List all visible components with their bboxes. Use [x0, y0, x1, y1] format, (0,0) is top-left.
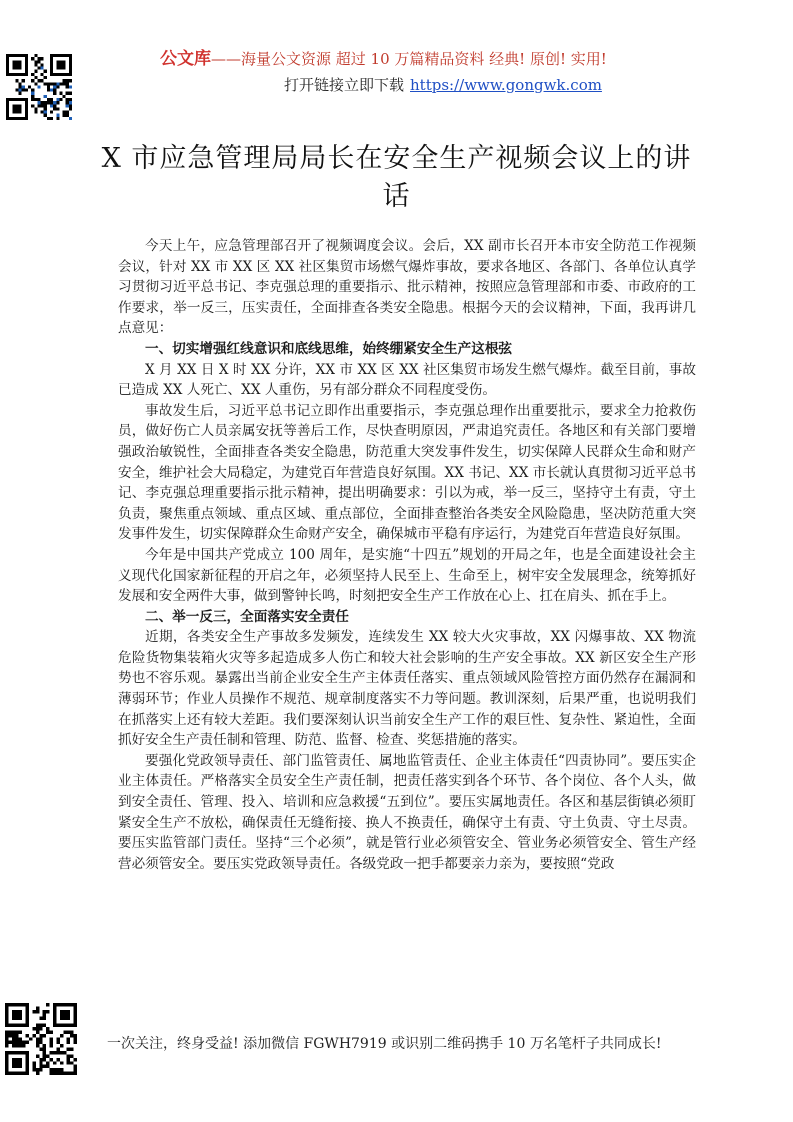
tagline: ——海量公文资源 超过 10 万篇精品资料 经典! 原创! 实用! [211, 50, 607, 68]
qr-code-icon [5, 1003, 77, 1075]
section-heading: 一、切实增强红线意识和底线思维，始终绷紧安全生产这根弦 [145, 340, 513, 357]
paragraph: 今年是中国共产党成立 100 周年，是实施“十四五”规划的开局之年，也是全面建设社会主义现代化国家新征程的开启之年，必须坚持人民至上、生命至上，树牢安全发展理念，统筹抓好发展和安全两件大事，做到警钟长鸣，时刻把安全生产工作放在心上、扛在肩头、抓在手上。 [118, 546, 696, 605]
website-link[interactable]: https://www.gongwk.com [410, 76, 602, 94]
paragraph: X 月 XX 日 X 时 XX 分许，XX 市 XX 区 XX 社区集贸市场发生燃气爆炸。截至目前，事故已造成 XX 人死亡、XX 人重伤，另有部分群众不同程度受伤。 [118, 361, 696, 399]
footer-text: 一次关注，终身受益! 添加微信 FGWH7919 或识别二维码携手 10 万名笔杆子共同成长! [107, 1036, 662, 1052]
download-line [284, 74, 602, 96]
section-heading: 二、举一反三，全面落实安全责任 [145, 608, 349, 625]
paragraph: 要强化党政领导责任、部门监管责任、属地监管责任、企业主体责任“四责协同”。要压实企业主体责任。严格落实全员安全生产责任制，把责任落实到各个环节、各个岗位、各个人头，做到安全责任、管理、投入、培训和应急救援“五到位”。要压实属地责任。各区和基层街镇必须盯紧安全生产不放松，确保责任无缝衔接、换人不换责任，确保守土有责、守土负责、守土尽责。要压实监管部门责任。坚持“三个必须”，就是管行业必须管安全、管业务必须管安全、管生产经营必须管安全。要压实党政领导责任。各级党政一把手都要亲力亲为，要按照“党政 [118, 752, 696, 872]
brand-name: 公文库 [160, 49, 211, 69]
header [160, 48, 680, 94]
paragraph: 近期，各类安全生产事故多发频发，连续发生 XX 较大火灾事故，XX 闪爆事故、XX 物流危险货物集装箱火灾等多起造成多人伤亡和较大社会影响的生产安全事故。XX 新区安全生产形势也不容乐观。暴露出当前企业安全生产主体责任落实、重点领域风险管控方面仍然存在漏洞和薄弱环节；作业人员操作不规范、规章制度落实不力等问题。教训深刻，后果严重，也说明我们在抓落实上还有较大差距。我们要深刻认识当前安全生产工作的艰巨性、复杂性、紧迫性，全面抓好安全生产责任制和管理、防范、监督、检查、奖惩措施的落实。 [118, 629, 696, 749]
document-title: X 市应急管理局局长在安全生产视频会议上的讲话 [101, 143, 692, 212]
download-text: 打开链接立即下载 [284, 76, 405, 94]
paragraph: 今天上午，应急管理部召开了视频调度会议。会后，XX 副市长召开本市安全防范工作视频会议，针对 XX 市 XX 区 XX 社区集贸市场燃气爆炸事故，要求各地区、各部门、各单位认真学习贯彻习近平总书记、李克强总理的重要指示、批示精神，按照应急管理部和市委、市政府的工作要求，举一反三，压实责任，全面排查各类安全隐患。根据今天的会议精神，下面，我再讲几点意见： [118, 238, 696, 337]
qr-code-icon [6, 52, 72, 122]
paragraph: 事故发生后，习近平总书记立即作出重要指示，李克强总理作出重要批示，要求全力抢救伤员，做好伤亡人员亲属安抚等善后工作，尽快查明原因，严肃追究责任。各地区和有关部门要增强政治敏锐性，全面排查各类安全隐患，防范重大突发事件发生，切实保障人民群众生命和财产安全，维护社会大局稳定，为建党百年营造良好氛围。XX 书记、XX 市长就认真贯彻习近平总书记、李克强总理重要指示批示精神，提出明确要求：引以为戒，举一反三，坚持守土有责，守土负责，聚焦重点领域、重点区域、重点部位，全面排查整治各类安全风险隐患，坚决防范重大突发事件发生，切实保障群众生命财产安全，确保城市平稳有序运行，为建党百年营造良好氛围。 [118, 402, 696, 543]
document-body [118, 236, 696, 874]
